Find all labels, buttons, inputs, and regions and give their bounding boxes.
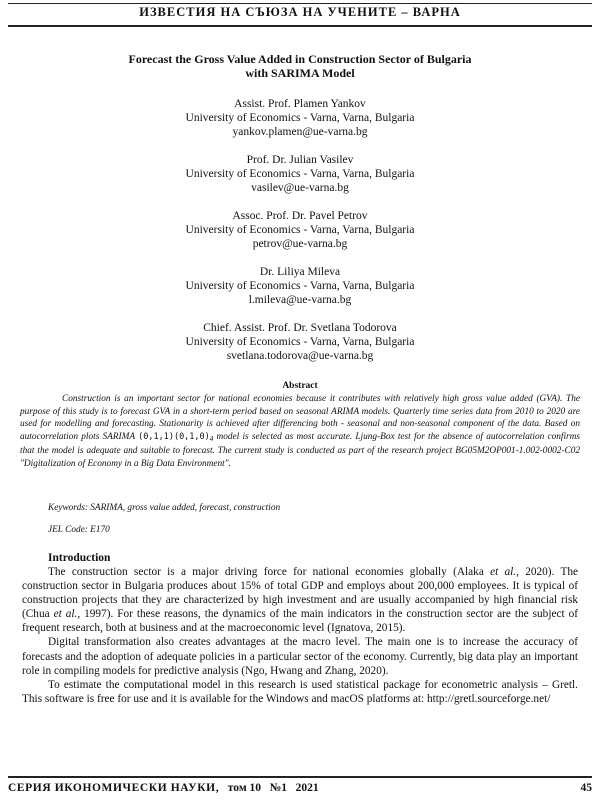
footer-year: 2021 [295,782,319,794]
title-line-2: with SARIMA Model [245,66,355,80]
header-bottom-rule [8,25,592,27]
author-block [40,153,560,195]
paper-title [40,52,560,80]
author-affiliation: University of Economics - Varna, Varna, Bulgaria [185,336,415,348]
author-email: yankov.plamen@ue-varna.bg [232,126,368,138]
citation-etal: et al. [53,608,78,621]
footer-issue: №1 [269,782,287,794]
author-block [40,97,560,139]
introduction-body [22,565,578,706]
author-affiliation: University of Economics - Varna, Varna, Bulgaria [185,224,415,236]
paragraph-text: The construction sector is a major driving force for national economies globally (Alaka [48,566,491,578]
footer-series: СЕРИЯ ИКОНОМИЧЕСКИ НАУКИ, [8,782,220,794]
author-name: Assist. Prof. Plamen Yankov [234,98,366,110]
author-name: Dr. Liliya Mileva [259,266,341,278]
header-top-rule [8,3,592,4]
author-block [40,265,560,307]
paragraph-text: , 1997). For these reasons, the dynamics of the main indicators in the construction sector are the subject of frequent research, both at business and at the macroeconomic level (Ignatova, 2015). [22,608,579,635]
footer-volume: том 10 [227,782,262,794]
abstract-text [20,393,580,471]
title-line-1: Forecast the Gross Value Added in Construction Sector of Bulgaria [128,52,472,66]
paragraph-text: , 2020). The construction sector in Bulgaria produces about 15% of total GDP and employs about 200,000 employees. It is typical of construction projects that they are characterized by high investment and are usually accompanied by high financial risk (Chua [22,566,579,621]
paragraph: Digital transformation also creates advantages at the macro level. The main one is to increase the accuracy of forecasts and the adoption of adequate policies in a particular sector of the economy. Currently, big data play an important role in compiling models for predictive analysis (Ngo, Hwang and Zhang, 2020). [22,636,578,677]
keywords: Keywords: SARIMA, gross value added, forecast, construction [48,503,281,513]
abstract-part-1: Construction is an important sector for national economies because it contributes with relatively high gross value added (GVA). The purpose of this study is to forecast GVA in a short-term period based on seasonal ARIMA models. Quarterly time series data from 2010 to 2020 are used for modelling and forecasting. Stationarity is achieved after differencing both - seasonal and non-seasonal component of the data. Based on autocorrelation plots SARIMA [20,394,580,442]
author-name: Prof. Dr. Julian Vasilev [246,154,354,166]
author-block [40,321,560,363]
author-block [40,209,560,251]
author-email: l.mileva@ue-varna.bg [248,294,352,306]
citation-etal: et al. [490,566,517,578]
page-number: 45 [580,782,592,794]
jel-code: JEL Code: E170 [48,525,110,535]
sarima-model-spec: (0,1,1)(0,1,0) [138,431,210,442]
author-name: Assoc. Prof. Dr. Pavel Petrov [232,210,368,222]
abstract-heading: Abstract [282,381,318,391]
abstract-part-2: model is selected as most accurate. Ljung-Box test for the absence of autocorrelation confirms that the model is adequate and suitable to forecast. The current study is conducted as part of the research project BG05M2OP001-1.002-0002-C02 "Digitalization of Economy in a Big Data Environment". [20,431,580,469]
footer-rule [8,776,592,778]
author-affiliation: University of Economics - Varna, Varna, Bulgaria [185,168,415,180]
journal-header: ИЗВЕСТИЯ НА СЪЮЗА НА УЧЕНИТЕ – ВАРНА [139,5,461,19]
sarima-seasonal-period: 4 [209,434,214,443]
author-email: vasilev@ue-varna.bg [251,182,349,194]
paragraph: To estimate the computational model in this research is used statistical package for econometric analysis – Gretl. This software is free for use and it is available for the Windows and macOS platforms at: http://gretl.sourceforge.net/ [22,678,578,705]
author-name: Chief. Assist. Prof. Dr. Svetlana Todorova [203,322,397,334]
footer [8,782,592,794]
author-affiliation: University of Economics - Varna, Varna, Bulgaria [185,112,415,124]
author-affiliation: University of Economics - Varna, Varna, Bulgaria [185,280,415,292]
introduction-heading: Introduction [48,552,111,564]
paragraph [22,565,578,635]
author-email: svetlana.todorova@ue-varna.bg [226,350,374,362]
author-email: petrov@ue-varna.bg [252,238,348,250]
